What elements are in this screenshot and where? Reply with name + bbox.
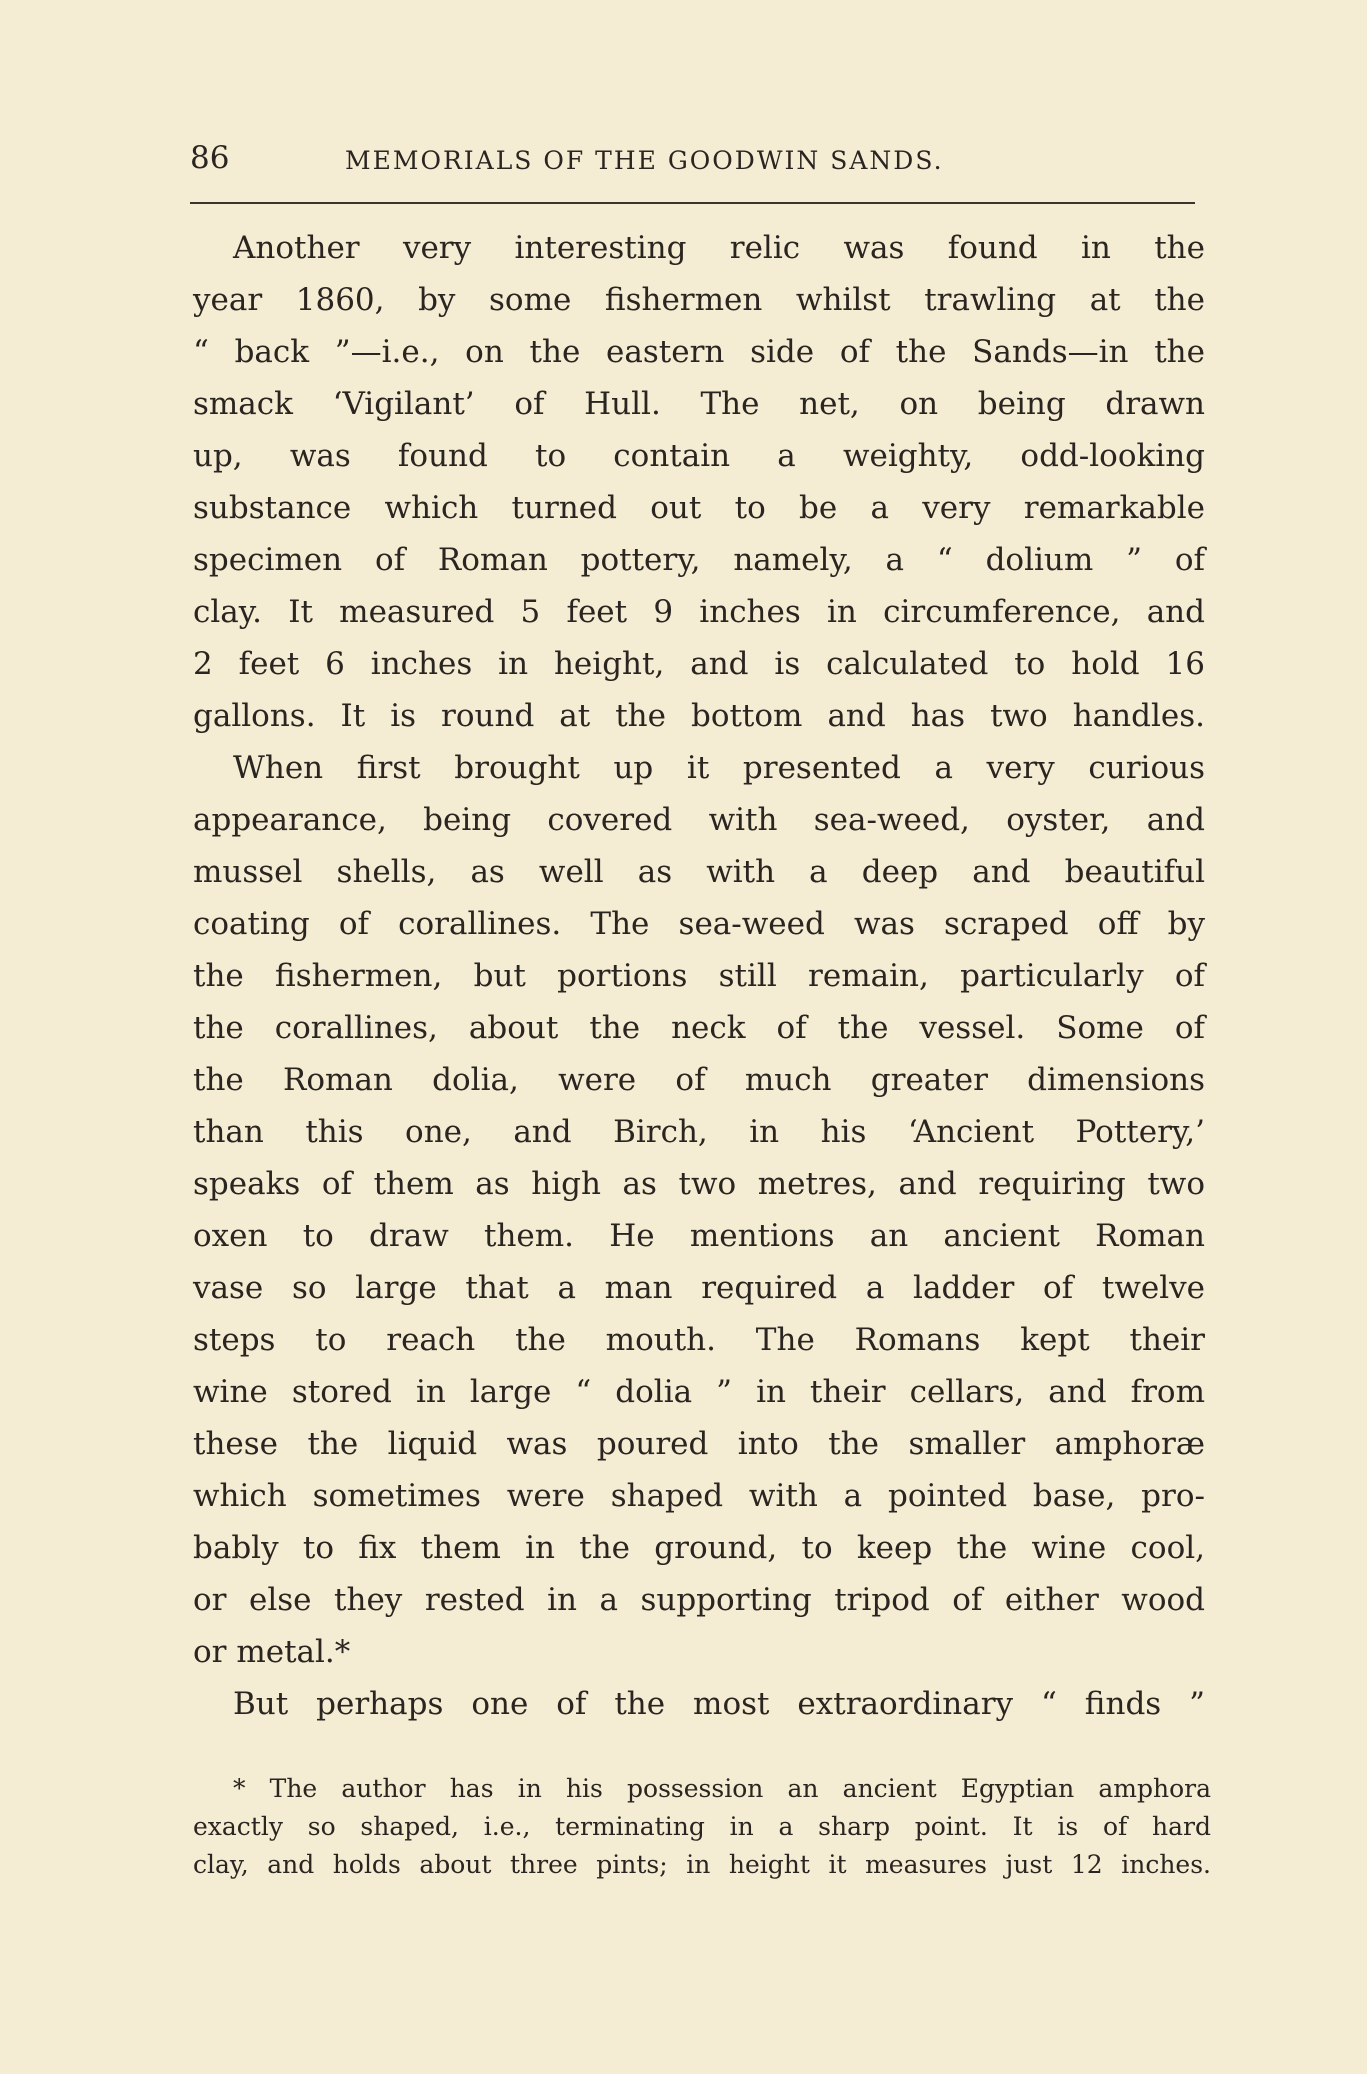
text-line: mussel shells, as well as with a deep and beautiful xyxy=(193,854,1205,890)
text-line: year 1860, by some fishermen whilst trawling at the xyxy=(193,282,1205,318)
text-line: bably to fix them in the ground, to keep the wine cool, xyxy=(193,1530,1205,1566)
footnote-line: * The author has in his possession an ancient Egyptian amphora xyxy=(233,1774,1211,1803)
text-line: “ back ”—i.e., on the eastern side of the Sands—in the xyxy=(193,334,1205,370)
text-line: But perhaps one of the most extraordinary “ finds ” xyxy=(233,1686,1205,1722)
text-line: than this one, and Birch, in his ‘Ancient Pottery,’ xyxy=(193,1114,1205,1150)
footnote-line: exactly so shaped, i.e., terminating in a sharp point. It is of hard xyxy=(193,1812,1211,1841)
page-header xyxy=(190,140,1210,180)
text-line: or else they rested in a supporting tripod of either wood xyxy=(193,1582,1205,1618)
text-line: the corallines, about the neck of the vessel. Some of xyxy=(193,1010,1205,1046)
text-line: up, was found to contain a weighty, odd-looking xyxy=(193,438,1205,474)
text-line: which sometimes were shaped with a pointed base, pro- xyxy=(193,1478,1205,1514)
text-line: vase so large that a man required a ladder of twelve xyxy=(193,1270,1205,1306)
text-line: these the liquid was poured into the smaller amphoræ xyxy=(193,1426,1205,1462)
running-title: MEMORIALS OF THE GOODWIN SANDS. xyxy=(345,146,944,175)
footnote xyxy=(193,1770,1211,1884)
text-line: wine stored in large “ dolia ” in their cellars, and from xyxy=(193,1374,1205,1410)
text-line: Another very interesting relic was found in the xyxy=(233,230,1205,266)
body-text xyxy=(193,222,1205,1730)
header-rule xyxy=(190,202,1195,204)
text-line: the fishermen, but portions still remain, particularly of xyxy=(193,958,1205,994)
text-line: substance which turned out to be a very remarkable xyxy=(193,490,1205,526)
text-line: oxen to draw them. He mentions an ancient Roman xyxy=(193,1218,1205,1254)
text-line: speaks of them as high as two metres, and requiring two xyxy=(193,1166,1205,1202)
text-line: specimen of Roman pottery, namely, a “ dolium ” of xyxy=(193,542,1205,578)
text-line: smack ‘Vigilant’ of Hull. The net, on being drawn xyxy=(193,386,1205,422)
text-line: steps to reach the mouth. The Romans kept their xyxy=(193,1322,1205,1358)
text-line: the Roman dolia, were of much greater dimensions xyxy=(193,1062,1205,1098)
text-line: gallons. It is round at the bottom and has two handles. xyxy=(193,698,1205,734)
text-line: coating of corallines. The sea-weed was scraped off by xyxy=(193,906,1205,942)
text-line: 2 feet 6 inches in height, and is calculated to hold 16 xyxy=(193,646,1205,682)
footnote-line: clay, and holds about three pints; in height it measures just 12 inches. xyxy=(193,1850,1211,1879)
text-line: appearance, being covered with sea-weed, oyster, and xyxy=(193,802,1205,838)
text-line: or metal.* xyxy=(193,1634,351,1670)
text-line: When first brought up it presented a very curious xyxy=(233,750,1205,786)
text-line: clay. It measured 5 feet 9 inches in circumference, and xyxy=(193,594,1205,630)
page-number: 86 xyxy=(190,140,230,176)
